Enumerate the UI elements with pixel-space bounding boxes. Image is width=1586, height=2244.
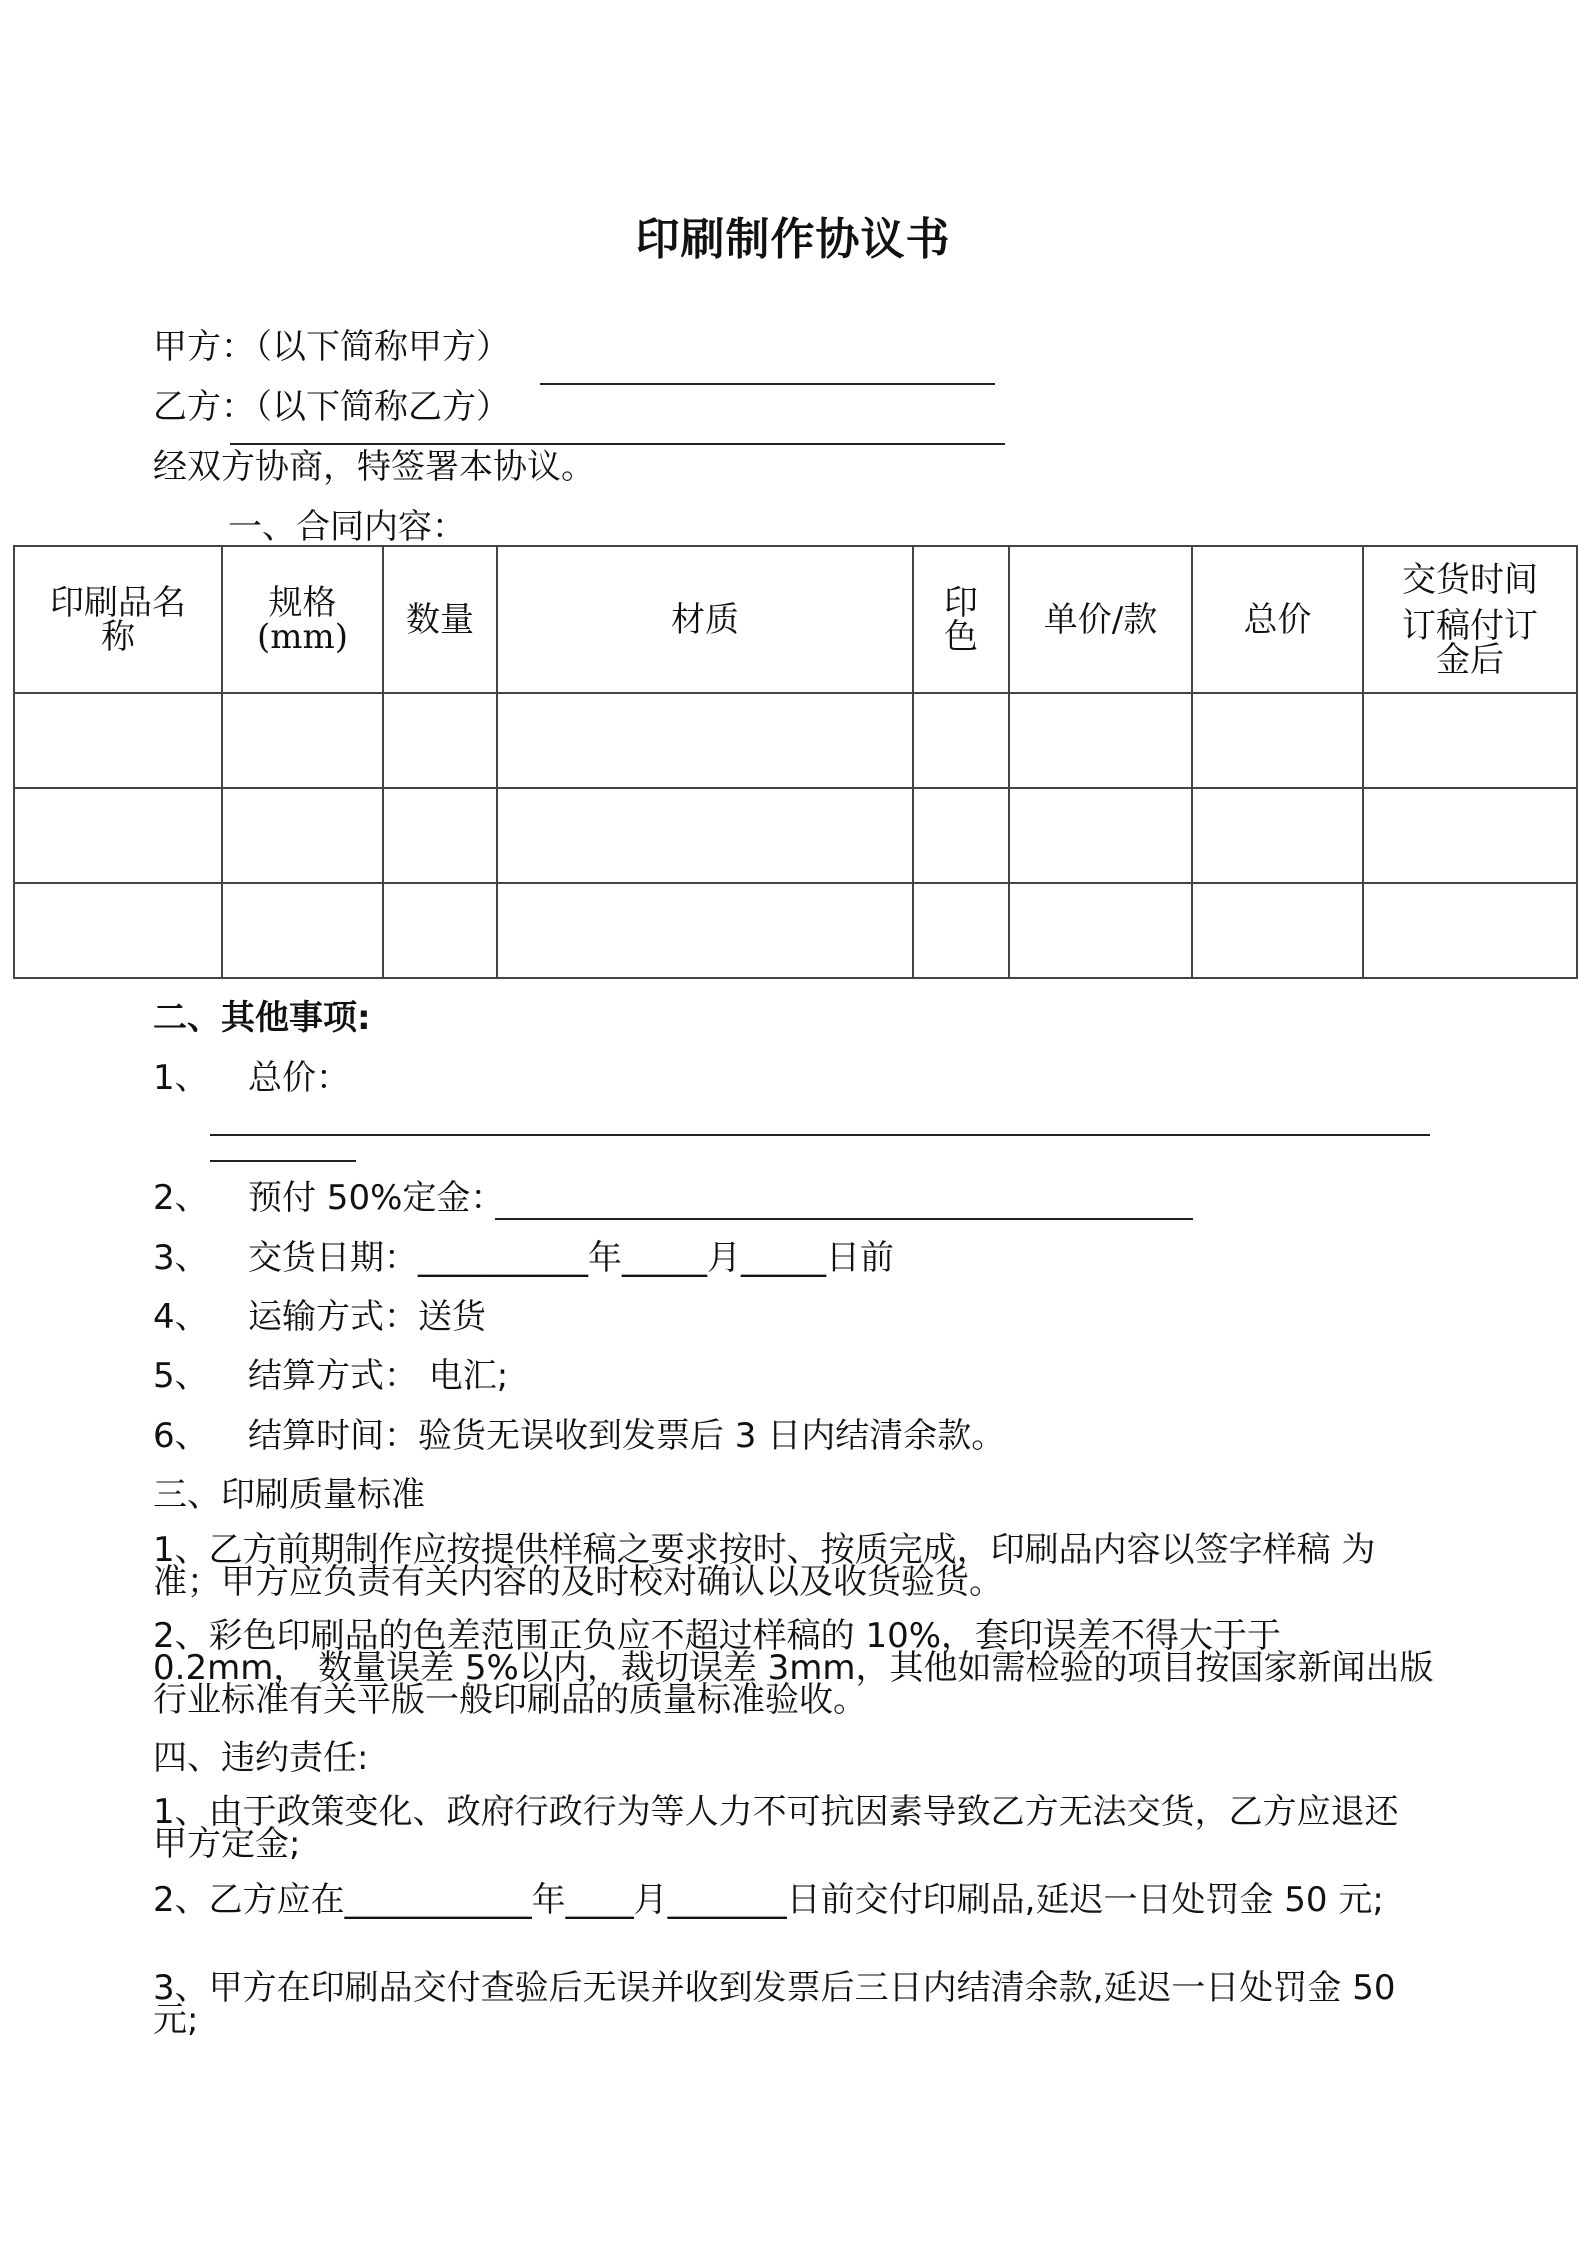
item-1-text: 总价： (248, 1058, 350, 1098)
section4-paragraph-3: 3、甲方在印刷品交付查验后无误并收到发票后三日内结清余款,延迟一日处罚金 50 元; (153, 1968, 1396, 2040)
total-blank-line (210, 1134, 1430, 1136)
contract-table (13, 545, 1578, 979)
section4-heading: 四、违约责任: (153, 1738, 369, 1778)
party-b-line: 乙方：（以下简称乙方） (153, 387, 510, 427)
item-1-num: 1、 (153, 1058, 209, 1098)
header-delivery: 交货时间 订稿付订金后 (1363, 546, 1577, 693)
item-6-num: 6、 (153, 1416, 209, 1456)
party-a-blank (540, 383, 995, 385)
item-2-num: 2、 (153, 1178, 209, 1218)
header-name: 印刷品名称 (14, 546, 222, 693)
item-4-text: 运输方式：送货 (248, 1297, 486, 1337)
section3-heading: 三、印刷质量标准 (153, 1475, 425, 1515)
table-row (14, 883, 1577, 978)
section2-heading: 二、其他事项: (153, 998, 371, 1038)
section4-paragraph-1: 1、由于政策变化、政府行政行为等人力不可抗因素导致乙方无法交货，乙方应退还甲方定金; (153, 1792, 1399, 1864)
total-blank-line-2 (210, 1160, 356, 1162)
section1-heading: 一、合同内容： (228, 507, 466, 547)
table-row (14, 693, 1577, 788)
item-3-num: 3、 (153, 1238, 209, 1278)
header-spec: 规格 (mm) (222, 546, 383, 693)
party-b-blank (230, 443, 1005, 445)
section4-paragraph-2: 2、乙方应在___________年____月_______日前交付印刷品,延迟一日处罚金 50 元; (153, 1880, 1384, 1920)
header-unit-price: 单价/款 (1009, 546, 1192, 693)
header-total: 总价 (1192, 546, 1363, 693)
party-a-line: 甲方：（以下简称甲方） (153, 327, 510, 367)
intro-line: 经双方协商，特签署本协议。 (153, 447, 595, 487)
item-2-text: 预付 50%定金： (248, 1178, 505, 1218)
section3-paragraph-1: 1、乙方前期制作应按提供样稿之要求按时、按质完成，印刷品内容以签字样稿 为准；甲方应负责有关内容的及时校对确认以及收货验货。 (153, 1530, 1376, 1602)
header-material: 材质 (497, 546, 913, 693)
item-4-num: 4、 (153, 1297, 209, 1337)
table-row (14, 788, 1577, 883)
header-qty: 数量 (383, 546, 497, 693)
item-5-num: 5、 (153, 1356, 209, 1396)
section3-paragraph-2: 2、彩色印刷品的色差范围正负应不超过样稿的 10%，套印误差不得大于于 0.2mm， 数量误差 5%以内，裁切误差 3mm，其他如需检验的项目按国家新闻出版行业标准有关平版一般印刷品的质量标准验收。 (153, 1616, 1434, 1720)
table-header-row (14, 546, 1577, 693)
item-5-text: 结算方式： 电汇; (248, 1356, 509, 1396)
header-print-color: 印色 (913, 546, 1009, 693)
item-3-text: 交货日期：__________年_____月_____日前 (248, 1238, 894, 1278)
deposit-blank (495, 1218, 1193, 1220)
item-6-text: 结算时间：验货无误收到发票后 3 日内结清余款。 (248, 1416, 1006, 1456)
document-title: 印刷制作协议书 (635, 214, 951, 265)
